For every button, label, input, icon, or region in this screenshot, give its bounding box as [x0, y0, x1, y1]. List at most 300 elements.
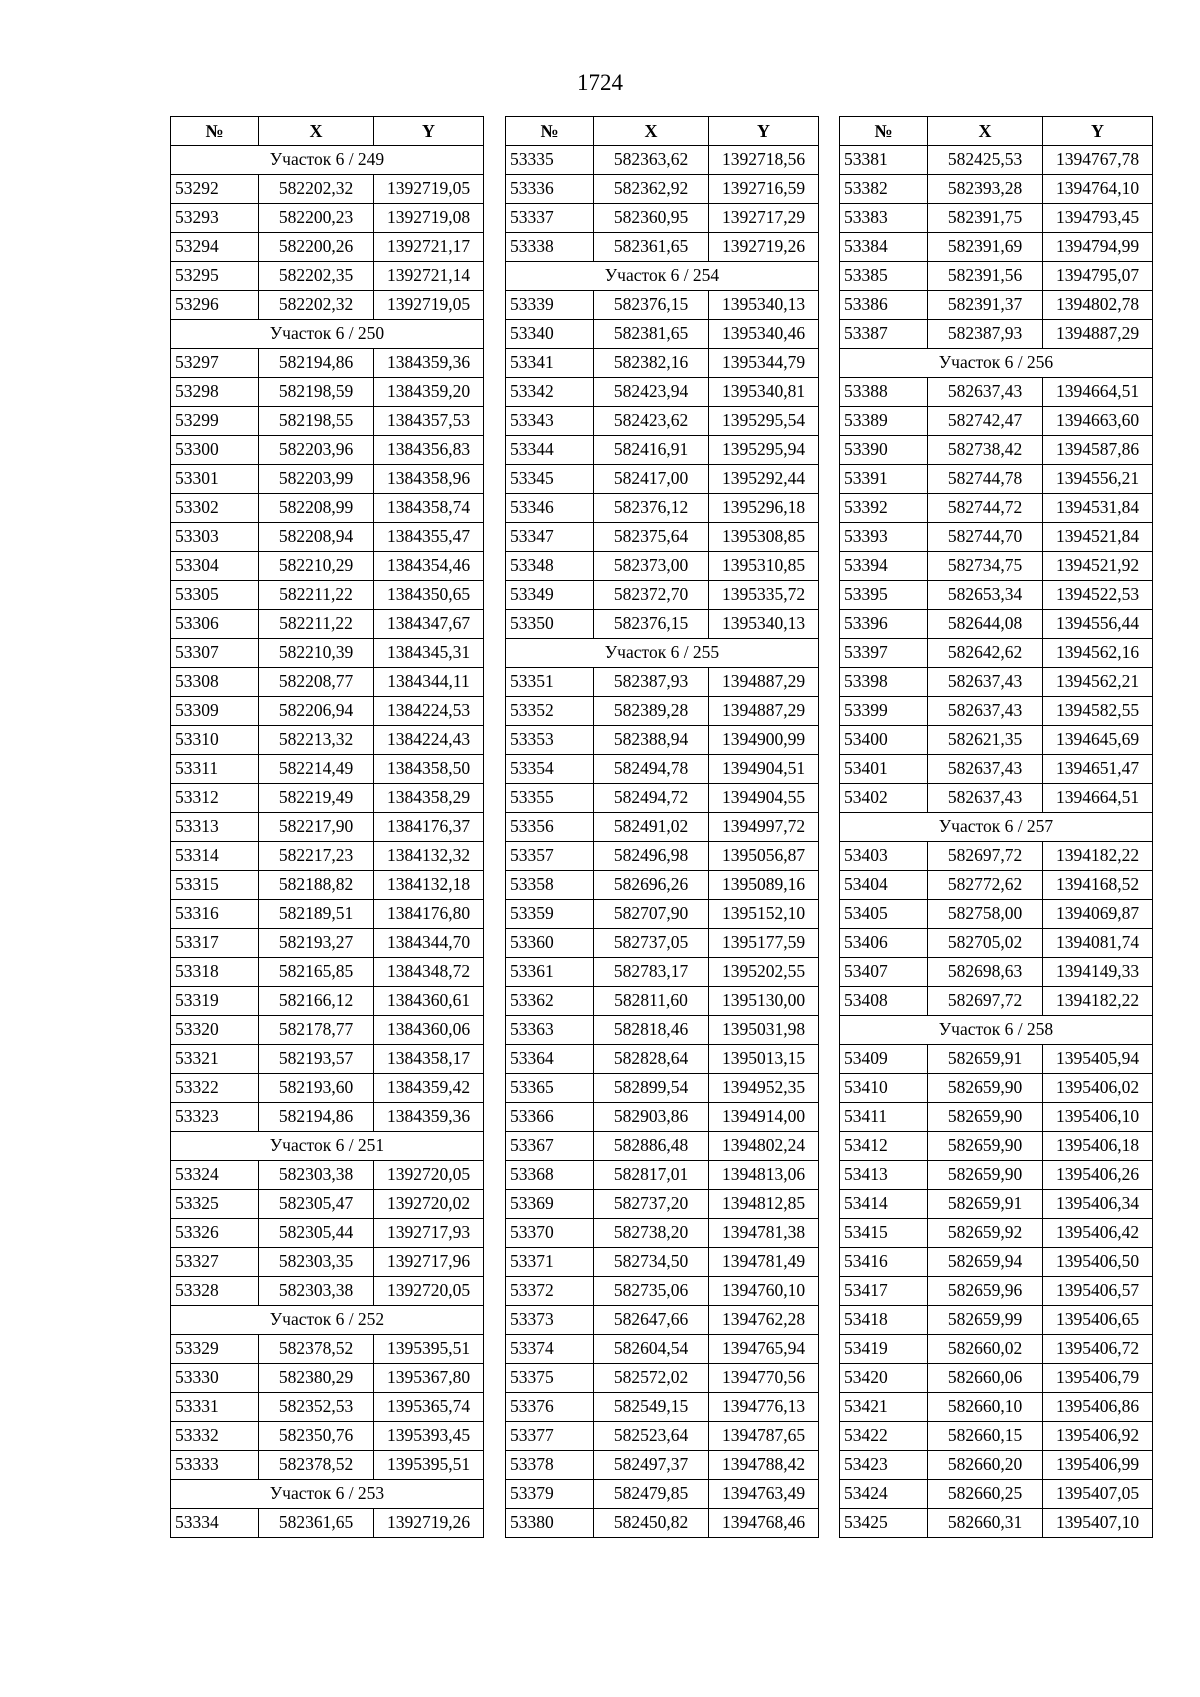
table-row [506, 1016, 819, 1045]
cell-y: 1384224,53 [374, 697, 484, 726]
cell-x: 582350,76 [259, 1422, 374, 1451]
cell-num: 53374 [506, 1335, 594, 1364]
header-num: № [171, 117, 259, 146]
cell-x: 582523,64 [594, 1422, 709, 1451]
cell-x: 582193,57 [259, 1045, 374, 1074]
cell-y: 1394521,92 [1043, 552, 1153, 581]
cell-y: 1395405,94 [1043, 1045, 1153, 1074]
cell-y: 1384348,72 [374, 958, 484, 987]
cell-num: 53351 [506, 668, 594, 697]
header-x: X [594, 117, 709, 146]
cell-y: 1392719,05 [374, 291, 484, 320]
cell-num: 53420 [840, 1364, 928, 1393]
cell-y: 1395295,54 [709, 407, 819, 436]
cell-num: 53376 [506, 1393, 594, 1422]
cell-x: 582214,49 [259, 755, 374, 784]
cell-y: 1395395,51 [374, 1335, 484, 1364]
cell-y: 1392721,17 [374, 233, 484, 262]
cell-x: 582303,35 [259, 1248, 374, 1277]
cell-y: 1395152,10 [709, 900, 819, 929]
section-row [506, 262, 819, 291]
table-row [840, 1509, 1153, 1538]
cell-num: 53306 [171, 610, 259, 639]
cell-x: 582737,05 [594, 929, 709, 958]
cell-num: 53338 [506, 233, 594, 262]
cell-y: 1394781,49 [709, 1248, 819, 1277]
cell-num: 53421 [840, 1393, 928, 1422]
cell-x: 582373,00 [594, 552, 709, 581]
cell-y: 1392719,26 [374, 1509, 484, 1538]
cell-num: 53424 [840, 1480, 928, 1509]
cell-x: 582697,72 [928, 987, 1043, 1016]
cell-y: 1395031,98 [709, 1016, 819, 1045]
table-row [506, 349, 819, 378]
cell-x: 582389,28 [594, 697, 709, 726]
table-row [506, 755, 819, 784]
table-row [840, 320, 1153, 349]
cell-y: 1394788,42 [709, 1451, 819, 1480]
table-row [171, 1190, 484, 1219]
cell-num: 53359 [506, 900, 594, 929]
table-row [506, 1509, 819, 1538]
cell-x: 582644,08 [928, 610, 1043, 639]
cell-y: 1392717,29 [709, 204, 819, 233]
cell-x: 582637,43 [928, 755, 1043, 784]
table-row [840, 1451, 1153, 1480]
table-row [506, 146, 819, 175]
cell-y: 1394952,35 [709, 1074, 819, 1103]
cell-num: 53384 [840, 233, 928, 262]
cell-x: 582361,65 [259, 1509, 374, 1538]
cell-num: 53335 [506, 146, 594, 175]
cell-num: 53397 [840, 639, 928, 668]
table-row [840, 378, 1153, 407]
cell-num: 53353 [506, 726, 594, 755]
table-row [840, 204, 1153, 233]
cell-num: 53355 [506, 784, 594, 813]
cell-x: 582372,70 [594, 581, 709, 610]
cell-y: 1394562,21 [1043, 668, 1153, 697]
cell-x: 582744,72 [928, 494, 1043, 523]
table-row [171, 755, 484, 784]
cell-x: 582450,82 [594, 1509, 709, 1538]
cell-num: 53425 [840, 1509, 928, 1538]
cell-x: 582707,90 [594, 900, 709, 929]
cell-x: 582660,31 [928, 1509, 1043, 1538]
section-title: Участок 6 / 254 [506, 262, 819, 291]
table-row [171, 697, 484, 726]
cell-num: 53336 [506, 175, 594, 204]
cell-x: 582208,94 [259, 523, 374, 552]
cell-y: 1395406,42 [1043, 1219, 1153, 1248]
table-row [506, 494, 819, 523]
cell-x: 582165,85 [259, 958, 374, 987]
cell-y: 1394582,55 [1043, 697, 1153, 726]
cell-num: 53362 [506, 987, 594, 1016]
cell-y: 1394887,29 [709, 668, 819, 697]
cell-y: 1384132,18 [374, 871, 484, 900]
table-row [506, 987, 819, 1016]
table-row [506, 610, 819, 639]
cell-num: 53377 [506, 1422, 594, 1451]
cell-num: 53334 [171, 1509, 259, 1538]
table-row [506, 697, 819, 726]
cell-x: 582391,75 [928, 204, 1043, 233]
cell-x: 582208,99 [259, 494, 374, 523]
table-row [171, 842, 484, 871]
cell-num: 53301 [171, 465, 259, 494]
table-row [506, 465, 819, 494]
cell-y: 1392717,93 [374, 1219, 484, 1248]
cell-x: 582378,52 [259, 1451, 374, 1480]
cell-y: 1395406,34 [1043, 1190, 1153, 1219]
section-title: Участок 6 / 258 [840, 1016, 1153, 1045]
cell-x: 582660,10 [928, 1393, 1043, 1422]
cell-x: 582659,94 [928, 1248, 1043, 1277]
table-row [171, 1364, 484, 1393]
cell-x: 582811,60 [594, 987, 709, 1016]
section-row [171, 1480, 484, 1509]
cell-y: 1395406,86 [1043, 1393, 1153, 1422]
cell-y: 1395407,10 [1043, 1509, 1153, 1538]
cell-y: 1394795,07 [1043, 262, 1153, 291]
table-row [171, 1335, 484, 1364]
cell-x: 582494,78 [594, 755, 709, 784]
cell-x: 582621,35 [928, 726, 1043, 755]
cell-y: 1392720,05 [374, 1277, 484, 1306]
table-row [171, 1422, 484, 1451]
cell-x: 582659,91 [928, 1045, 1043, 1074]
table-row [171, 233, 484, 262]
cell-num: 53302 [171, 494, 259, 523]
table-row [840, 1277, 1153, 1306]
table-row [171, 668, 484, 697]
table-row [840, 1335, 1153, 1364]
cell-y: 1394904,51 [709, 755, 819, 784]
header-y: Y [374, 117, 484, 146]
cell-num: 53378 [506, 1451, 594, 1480]
cell-num: 53328 [171, 1277, 259, 1306]
cell-y: 1384176,80 [374, 900, 484, 929]
cell-x: 582376,12 [594, 494, 709, 523]
cell-y: 1395406,72 [1043, 1335, 1153, 1364]
section-title: Участок 6 / 256 [840, 349, 1153, 378]
cell-y: 1384358,29 [374, 784, 484, 813]
cell-y: 1395335,72 [709, 581, 819, 610]
section-row [171, 320, 484, 349]
cell-num: 53365 [506, 1074, 594, 1103]
cell-x: 582659,99 [928, 1306, 1043, 1335]
cell-num: 53357 [506, 842, 594, 871]
cell-num: 53337 [506, 204, 594, 233]
cell-y: 1384357,53 [374, 407, 484, 436]
cell-y: 1395310,85 [709, 552, 819, 581]
table-row [840, 668, 1153, 697]
cell-y: 1395340,13 [709, 610, 819, 639]
cell-x: 582497,37 [594, 1451, 709, 1480]
cell-num: 53407 [840, 958, 928, 987]
cell-num: 53396 [840, 610, 928, 639]
cell-y: 1394802,24 [709, 1132, 819, 1161]
cell-num: 53385 [840, 262, 928, 291]
table-row [171, 523, 484, 552]
cell-num: 53387 [840, 320, 928, 349]
cell-y: 1395344,79 [709, 349, 819, 378]
cell-x: 582417,00 [594, 465, 709, 494]
cell-num: 53369 [506, 1190, 594, 1219]
table-row [171, 871, 484, 900]
cell-y: 1394793,45 [1043, 204, 1153, 233]
cell-num: 53318 [171, 958, 259, 987]
cell-y: 1394787,65 [709, 1422, 819, 1451]
cell-y: 1395406,26 [1043, 1161, 1153, 1190]
cell-x: 582425,53 [928, 146, 1043, 175]
section-title: Участок 6 / 257 [840, 813, 1153, 842]
cell-y: 1394763,49 [709, 1480, 819, 1509]
cell-y: 1395340,46 [709, 320, 819, 349]
cell-num: 53320 [171, 1016, 259, 1045]
cell-x: 582659,91 [928, 1190, 1043, 1219]
section-row [171, 146, 484, 175]
table-row [506, 1364, 819, 1393]
cell-y: 1394765,94 [709, 1335, 819, 1364]
table-row [840, 175, 1153, 204]
cell-x: 582202,35 [259, 262, 374, 291]
table-row [506, 726, 819, 755]
cell-y: 1384359,36 [374, 349, 484, 378]
table-row [506, 929, 819, 958]
cell-num: 53298 [171, 378, 259, 407]
table-row [840, 697, 1153, 726]
cell-num: 53349 [506, 581, 594, 610]
table-row [506, 378, 819, 407]
table-row [506, 233, 819, 262]
table-row [506, 1451, 819, 1480]
table-row [506, 1422, 819, 1451]
table-row [171, 1393, 484, 1422]
cell-y: 1394768,46 [709, 1509, 819, 1538]
cell-y: 1394168,52 [1043, 871, 1153, 900]
cell-x: 582659,96 [928, 1277, 1043, 1306]
cell-y: 1394663,60 [1043, 407, 1153, 436]
cell-num: 53317 [171, 929, 259, 958]
cell-x: 582738,42 [928, 436, 1043, 465]
cell-y: 1384358,96 [374, 465, 484, 494]
cell-y: 1395130,00 [709, 987, 819, 1016]
cell-num: 53408 [840, 987, 928, 1016]
cell-y: 1394562,16 [1043, 639, 1153, 668]
cell-x: 582744,78 [928, 465, 1043, 494]
cell-y: 1392719,26 [709, 233, 819, 262]
cell-x: 582698,63 [928, 958, 1043, 987]
table-row [506, 1306, 819, 1335]
table-row [506, 1190, 819, 1219]
cell-y: 1395406,02 [1043, 1074, 1153, 1103]
header-num: № [506, 117, 594, 146]
table-row [171, 494, 484, 523]
cell-x: 582360,95 [594, 204, 709, 233]
table-row [840, 871, 1153, 900]
cell-x: 582637,43 [928, 378, 1043, 407]
cell-x: 582660,25 [928, 1480, 1043, 1509]
table-row [506, 813, 819, 842]
cell-x: 582494,72 [594, 784, 709, 813]
cell-y: 1384359,20 [374, 378, 484, 407]
cell-num: 53324 [171, 1161, 259, 1190]
cell-num: 53399 [840, 697, 928, 726]
table-row [506, 291, 819, 320]
cell-y: 1395406,65 [1043, 1306, 1153, 1335]
table-row [840, 900, 1153, 929]
cell-num: 53382 [840, 175, 928, 204]
cell-y: 1394522,53 [1043, 581, 1153, 610]
cell-y: 1394914,00 [709, 1103, 819, 1132]
cell-num: 53322 [171, 1074, 259, 1103]
cell-x: 582189,51 [259, 900, 374, 929]
table-row [506, 1219, 819, 1248]
table-row [171, 1045, 484, 1074]
table-row [171, 610, 484, 639]
cell-num: 53414 [840, 1190, 928, 1219]
cell-num: 53295 [171, 262, 259, 291]
table-row [506, 581, 819, 610]
cell-y: 1384359,42 [374, 1074, 484, 1103]
cell-y: 1395013,15 [709, 1045, 819, 1074]
table-row [171, 639, 484, 668]
cell-num: 53392 [840, 494, 928, 523]
cell-y: 1394182,22 [1043, 987, 1153, 1016]
cell-num: 53422 [840, 1422, 928, 1451]
table-row [840, 639, 1153, 668]
table-row [171, 407, 484, 436]
cell-x: 582659,90 [928, 1103, 1043, 1132]
cell-num: 53342 [506, 378, 594, 407]
cell-x: 582572,02 [594, 1364, 709, 1393]
cell-y: 1384359,36 [374, 1103, 484, 1132]
cell-x: 582735,06 [594, 1277, 709, 1306]
cell-x: 582387,93 [928, 320, 1043, 349]
cell-num: 53366 [506, 1103, 594, 1132]
cell-x: 582375,64 [594, 523, 709, 552]
table-row [506, 958, 819, 987]
cell-x: 582203,99 [259, 465, 374, 494]
coordinates-table-right [839, 116, 1153, 1538]
page-number: 1724 [577, 70, 623, 95]
table-row [840, 726, 1153, 755]
cell-num: 53360 [506, 929, 594, 958]
cell-y: 1394760,10 [709, 1277, 819, 1306]
cell-y: 1395393,45 [374, 1422, 484, 1451]
table-row [840, 1364, 1153, 1393]
table-row [171, 929, 484, 958]
table-row [840, 987, 1153, 1016]
cell-y: 1395407,05 [1043, 1480, 1153, 1509]
cell-y: 1394664,51 [1043, 378, 1153, 407]
table-row [506, 1074, 819, 1103]
table-row [840, 1045, 1153, 1074]
cell-y: 1395340,81 [709, 378, 819, 407]
cell-y: 1395340,13 [709, 291, 819, 320]
cell-x: 582211,22 [259, 581, 374, 610]
section-title: Участок 6 / 251 [171, 1132, 484, 1161]
table-row [840, 1219, 1153, 1248]
cell-num: 53371 [506, 1248, 594, 1277]
cell-y: 1394812,85 [709, 1190, 819, 1219]
cell-num: 53316 [171, 900, 259, 929]
cell-x: 582305,44 [259, 1219, 374, 1248]
cell-x: 582376,15 [594, 291, 709, 320]
cell-num: 53352 [506, 697, 594, 726]
cell-num: 53409 [840, 1045, 928, 1074]
cell-x: 582604,54 [594, 1335, 709, 1364]
cell-y: 1395089,16 [709, 871, 819, 900]
cell-num: 53311 [171, 755, 259, 784]
cell-x: 582193,60 [259, 1074, 374, 1103]
cell-y: 1395395,51 [374, 1451, 484, 1480]
cell-x: 582479,85 [594, 1480, 709, 1509]
cell-y: 1395406,50 [1043, 1248, 1153, 1277]
cell-x: 582660,20 [928, 1451, 1043, 1480]
cell-x: 582381,65 [594, 320, 709, 349]
cell-num: 53313 [171, 813, 259, 842]
cell-x: 582828,64 [594, 1045, 709, 1074]
cell-y: 1394081,74 [1043, 929, 1153, 958]
table-row [171, 1103, 484, 1132]
cell-num: 53340 [506, 320, 594, 349]
table-row [840, 552, 1153, 581]
cell-x: 582376,15 [594, 610, 709, 639]
cell-y: 1394149,33 [1043, 958, 1153, 987]
cell-x: 582637,43 [928, 697, 1043, 726]
cell-num: 53348 [506, 552, 594, 581]
cell-num: 53405 [840, 900, 928, 929]
cell-num: 53294 [171, 233, 259, 262]
table-row [506, 407, 819, 436]
cell-num: 53417 [840, 1277, 928, 1306]
cell-y: 1395292,44 [709, 465, 819, 494]
cell-y: 1384132,32 [374, 842, 484, 871]
cell-num: 53308 [171, 668, 259, 697]
table-row [506, 1132, 819, 1161]
cell-x: 582303,38 [259, 1277, 374, 1306]
cell-x: 582387,93 [594, 668, 709, 697]
table-row [506, 784, 819, 813]
cell-num: 53412 [840, 1132, 928, 1161]
table-row [840, 262, 1153, 291]
cell-num: 53330 [171, 1364, 259, 1393]
cell-num: 53325 [171, 1190, 259, 1219]
cell-y: 1394556,21 [1043, 465, 1153, 494]
cell-y: 1392720,05 [374, 1161, 484, 1190]
cell-x: 582817,01 [594, 1161, 709, 1190]
table-row [840, 436, 1153, 465]
cell-x: 582642,62 [928, 639, 1043, 668]
cell-num: 53388 [840, 378, 928, 407]
cell-x: 582738,20 [594, 1219, 709, 1248]
table-row [171, 1016, 484, 1045]
cell-num: 53310 [171, 726, 259, 755]
cell-x: 582903,86 [594, 1103, 709, 1132]
cell-num: 53389 [840, 407, 928, 436]
cell-x: 582653,34 [928, 581, 1043, 610]
table-row [506, 842, 819, 871]
cell-num: 53410 [840, 1074, 928, 1103]
cell-y: 1394531,84 [1043, 494, 1153, 523]
cell-x: 582549,15 [594, 1393, 709, 1422]
cell-num: 53303 [171, 523, 259, 552]
cell-y: 1395406,57 [1043, 1277, 1153, 1306]
cell-y: 1384344,70 [374, 929, 484, 958]
